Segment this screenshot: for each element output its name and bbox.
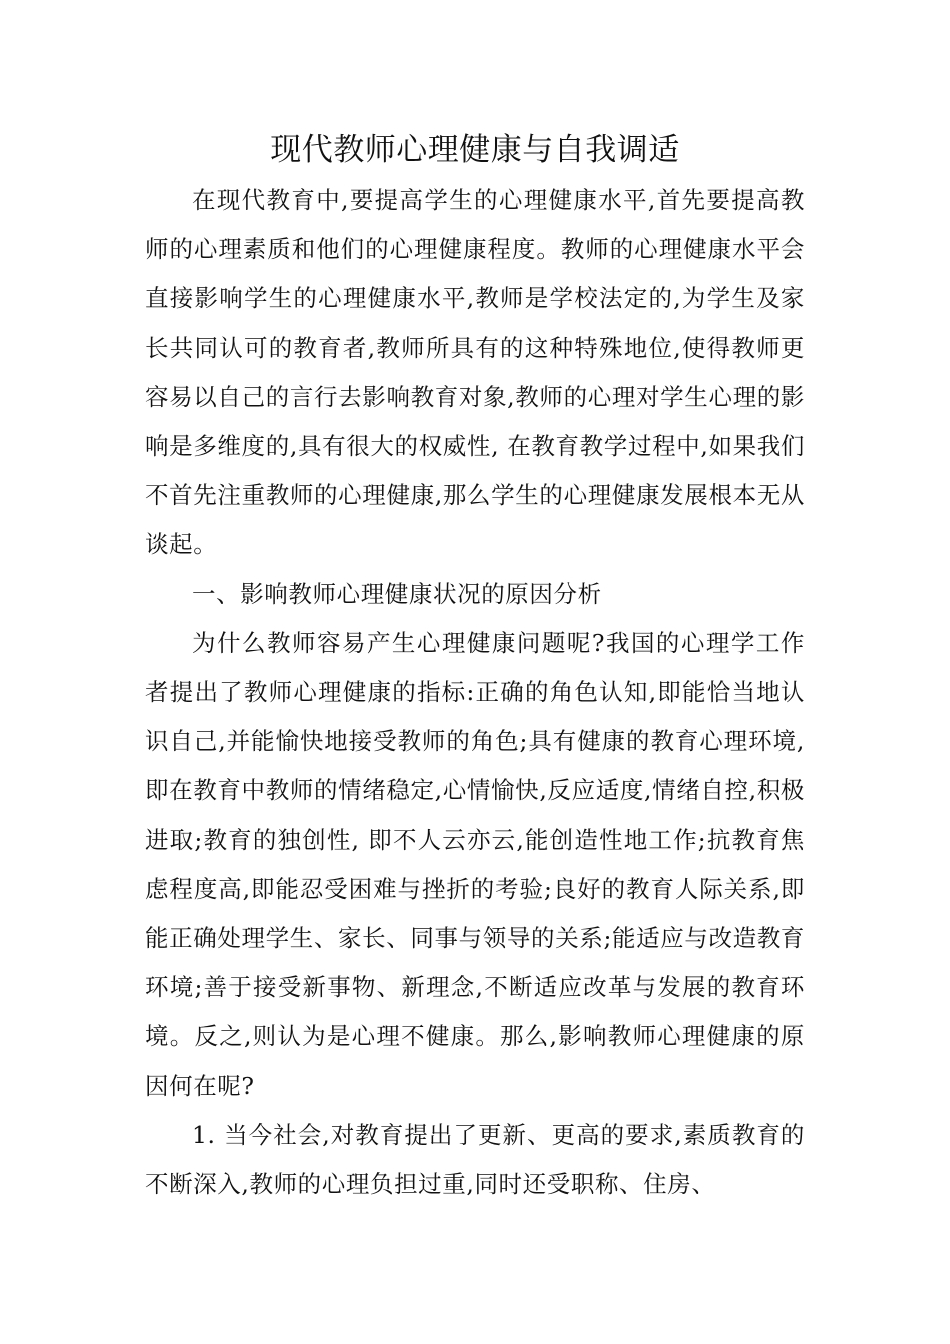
paragraph-point-1: 1. 当今社会,对教育提出了更新、更高的要求,素质教育的不断深入,教师的心理负担过重,同时还受职称、住房、 <box>145 1120 805 1199</box>
document-body <box>145 176 805 1209</box>
section-heading-1: 一、影响教师心理健康状况的原因分析 <box>192 579 602 608</box>
paragraph-indicators: 为什么教师容易产生心理健康问题呢?我国的心理学工作者提出了教师心理健康的指标:正确的角色认知,即能恰当地认识自己,并能愉快地接受教师的角色;具有健康的教育心理环境,即在教育中教师的情绪稳定,心情愉快,反应适度,情绪自控,积极进取;教育的独创性, 即不人云亦云,能创造性地工作;抗教育焦虑程度高,即能忍受困难与挫折的考验;良好的教育人际关系,即能正确处理学生、家长、同事与领导的关系;能适应与改造教育环境;善于接受新事物、新理念,不断适应改革与发展的教育环境。反之,则认为是心理不健康。那么,影响教师心理健康的原因何在呢? <box>145 628 805 1100</box>
document-title: 现代教师心理健康与自我调适 <box>270 132 680 168</box>
paragraph-intro: 在现代教育中,要提高学生的心理健康水平,首先要提高教师的心理素质和他们的心理健康程度。教师的心理健康水平会直接影响学生的心理健康水平,教师是学校法定的,为学生及家长共同认可的教育者,教师所具有的这种特殊地位,使得教师更容易以自己的言行去影响教育对象,教师的心理对学生心理的影响是多维度的,具有很大的权威性, 在教育教学过程中,如果我们不首先注重教师的心理健康,那么学生的心理健康发展根本无从谈起。 <box>145 186 805 559</box>
